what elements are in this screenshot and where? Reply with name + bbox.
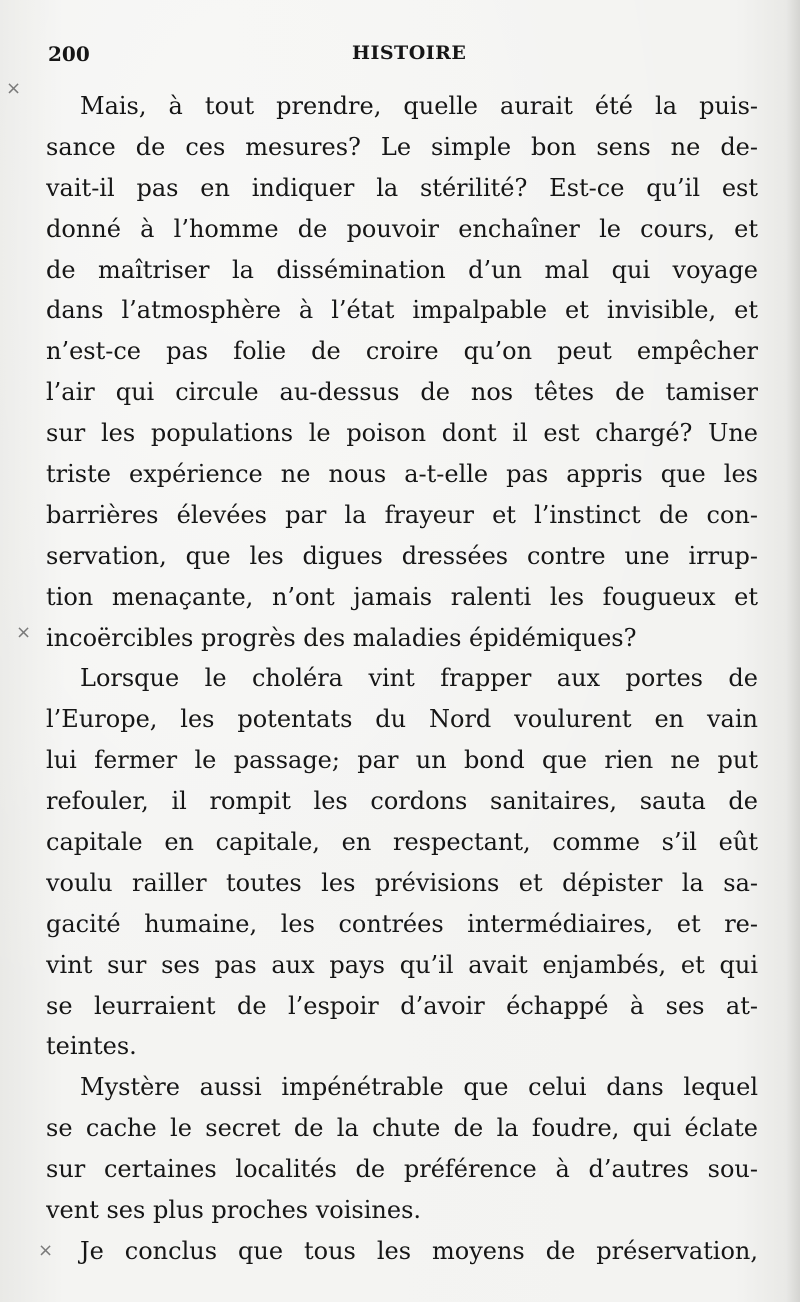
margin-mark: × xyxy=(16,622,32,643)
text-line: l’Europe, les potentats du Nord voulurent en vain xyxy=(46,705,758,734)
page-edge-shadow xyxy=(786,0,800,1302)
running-head: HISTOIRE xyxy=(352,42,467,64)
text-line: Je conclus que tous les moyens de préservation, xyxy=(80,1236,758,1265)
text-line: barrières élevées par la frayeur et l’instinct de con- xyxy=(46,500,758,529)
text-line: Lorsque le choléra vint frapper aux portes de xyxy=(80,664,758,693)
body-text xyxy=(46,86,758,1272)
text-line: sur certaines localités de préférence à d’autres sou- xyxy=(46,1155,758,1184)
text-line: sance de ces mesures? Le simple bon sens ne de- xyxy=(46,132,758,161)
text-line: refouler, il rompit les cordons sanitaires, sauta de xyxy=(46,787,758,816)
text-line: triste expérience ne nous a-t-elle pas appris que les xyxy=(46,460,758,489)
text-line: voulu railler toutes les prévisions et dépister la sa- xyxy=(46,868,758,897)
text-line: capitale en capitale, en respectant, comme s’il eût xyxy=(46,828,758,857)
text-line: l’air qui circule au-dessus de nos têtes de tamiser xyxy=(46,378,758,407)
text-line: sur les populations le poison dont il est chargé? Une xyxy=(46,419,758,448)
text-line: lui fermer le passage; par un bond que rien ne put xyxy=(46,746,758,775)
text-line: teintes. xyxy=(46,1032,137,1061)
text-line: se cache le secret de la chute de la foudre, qui éclate xyxy=(46,1114,758,1143)
page-number: 200 xyxy=(48,42,90,66)
text-line: vint sur ses pas aux pays qu’il avait enjambés, et qui xyxy=(46,950,758,979)
text-line: incoërcibles progrès des maladies épidémiques? xyxy=(46,623,637,652)
margin-mark: × xyxy=(38,1240,54,1261)
text-line: dans l’atmosphère à l’état impalpable et invisible, et xyxy=(46,296,758,325)
text-line: vait-il pas en indiquer la stérilité? Est-ce qu’il est xyxy=(46,173,758,202)
text-line: n’est-ce pas folie de croire qu’on peut empêcher xyxy=(46,337,758,366)
text-line: servation, que les digues dressées contre une irrup- xyxy=(46,541,758,570)
text-line: Mystère aussi impénétrable que celui dans lequel xyxy=(80,1073,758,1102)
text-line: de maîtriser la dissémination d’un mal qui voyage xyxy=(46,255,758,284)
margin-mark: × xyxy=(6,78,22,99)
text-line: vent ses plus proches voisines. xyxy=(46,1196,422,1225)
text-line: Mais, à tout prendre, quelle aurait été la puis- xyxy=(80,92,758,120)
text-line: gacité humaine, les contrées intermédiaires, et re- xyxy=(46,909,758,938)
text-line: donné à l’homme de pouvoir enchaîner le cours, et xyxy=(46,214,758,243)
text-line: se leurraient de l’espoir d’avoir échappé à ses at- xyxy=(46,991,758,1020)
text-line: tion menaçante, n’ont jamais ralenti les fougueux et xyxy=(46,582,758,611)
page-header xyxy=(48,42,758,72)
